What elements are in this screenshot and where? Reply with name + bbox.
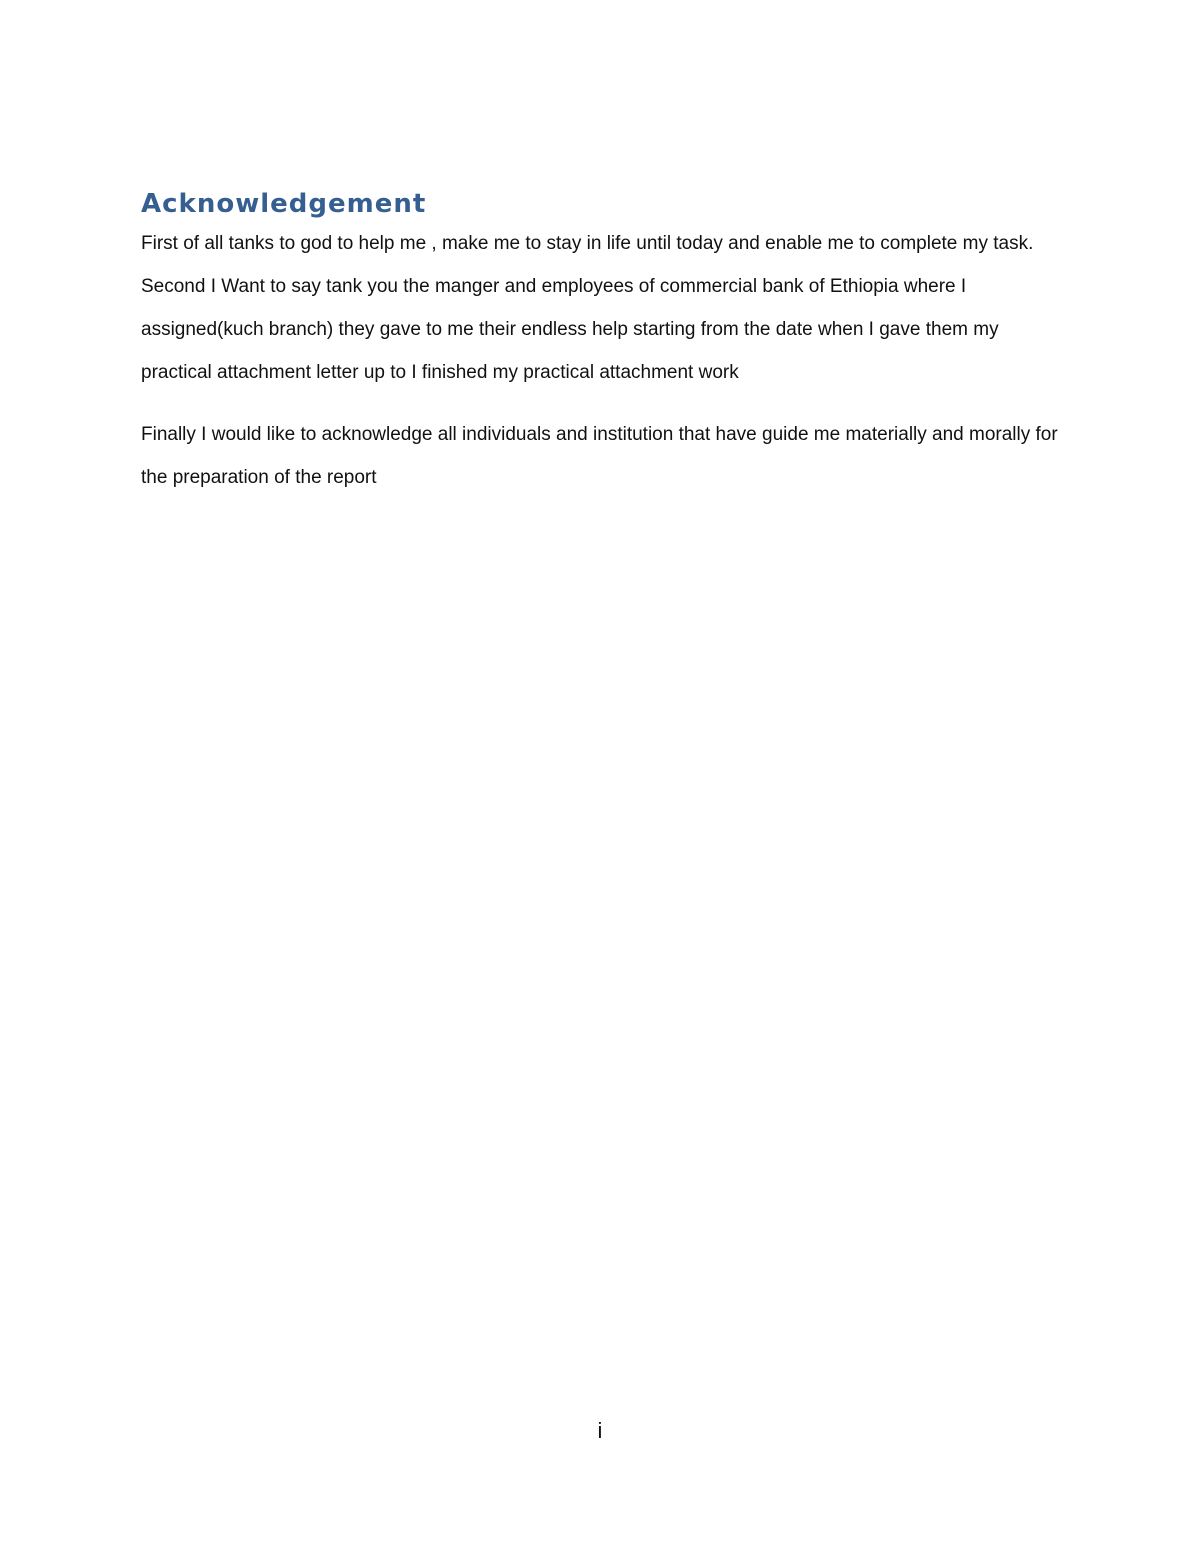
page-title: Acknowledgement: [141, 189, 427, 219]
page-number: i: [597, 1418, 603, 1443]
page-content: [141, 186, 1071, 499]
paragraph-closing: Finally I would like to acknowledge all individuals and institution that have guide me materially and morally for the preparation of the report: [141, 424, 1058, 488]
paragraph-thanks: First of all tanks to god to help me , make me to stay in life until today and enable me to complete my task. Second I Want to say tank you the manger and employees of commercial bank of Ethiopia where I assigned(kuch branch) they gave to me their endless help starting from the date when I gave them my practical attachment letter up to I finished my practical attachment work: [141, 233, 1034, 383]
